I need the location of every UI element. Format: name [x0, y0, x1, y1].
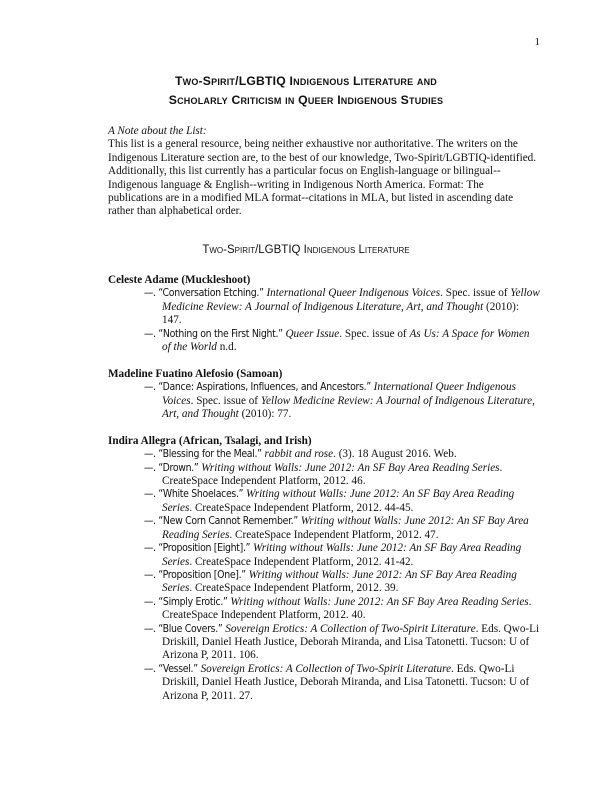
page-number: 1 [534, 36, 540, 48]
entry-source: International Queer Indigenous Voices [162, 381, 516, 407]
entry-source: rabbit and rose [264, 448, 334, 461]
entry-source: Queer Issue [285, 327, 340, 340]
entry-work-title: —. “Nothing on the First Night.” [144, 327, 283, 340]
bibliography-entry [108, 515, 540, 542]
entry-details: . CreateSpace Independent Platform, 2012. 41-42. [189, 555, 414, 568]
entry-work-title: —. “New Corn Cannot Remember.” [144, 515, 298, 528]
bibliography-entry [108, 287, 540, 327]
note-text: This list is a general resource, being neither exhaustive nor authoritative. The writers on the Indigenous Literature section are, to the best of our knowledge, Two-Spirit/LGBTIQ-identified. Additionally, this list currently has a particular focus on English-language or bilingual--Indigenous language & English--writing in Indigenous North America. Format: The publications are in a modified MLA format--citations in MLA, but listed in ascending date rather than alphabetical order. [108, 138, 537, 218]
author-name: Indira Allegra (African, Tsalagi, and Irish) [108, 434, 312, 447]
author-name: Madeline Fuatino Alefosio (Samoan) [108, 367, 283, 380]
entry-source-secondary: Yellow Medicine Review: A Journal of Indigenous Literature, Art, and Thought [162, 287, 540, 313]
bibliography-entry [108, 448, 540, 461]
bibliography-entry [108, 381, 540, 421]
entry-source: Writing without Walls: June 2012: An SF Bay Area Reading Series [201, 461, 500, 474]
entry-details-secondary: (2010): 147. [162, 300, 519, 327]
entry-source-secondary: As Us: A Space for Women of the World [162, 327, 530, 354]
entry-details: . Spec. issue of [440, 287, 511, 300]
author-block [108, 368, 540, 422]
title-line-1: Two-Spirit/LGBTIQ Indigenous Literature and [175, 74, 437, 88]
entry-work-title: —. “Simply Erotic.” [144, 595, 228, 608]
entry-source: Sovereign Erotics: A Collection of Two-Spirit Literature [225, 622, 476, 635]
entry-work-title: —. “Proposition [One].” [144, 568, 246, 581]
bibliography-entry [108, 596, 540, 623]
entry-source: Writing without Walls: June 2012: An SF Bay Area Reading Series [162, 542, 522, 568]
entry-source: International Queer Indigenous Voices [266, 287, 441, 300]
entry-work-title: —. “Proposition [Eight].” [144, 542, 251, 555]
entry-work-title: —. “Drown.” [144, 461, 199, 474]
entry-details: . (3). 18 August 2016. Web. [333, 448, 457, 461]
title-line-2: Scholarly Criticism in Queer Indigenous Studies [168, 93, 444, 107]
entry-source: Writing without Walls: June 2012: An SF Bay Area Reading Series [230, 595, 529, 608]
entry-source: Writing without Walls: June 2012: An SF Bay Area Reading Series [162, 488, 515, 514]
entry-details: . CreateSpace Independent Platform, 2012. 39. [189, 582, 399, 595]
bibliography-entry [108, 623, 540, 663]
document-title [0, 72, 612, 110]
entry-source-secondary: Yellow Medicine Review: A Journal of Indigenous Literature, Art, and Thought [162, 394, 535, 421]
bibliography-entry [108, 542, 540, 569]
note-label: A Note about the List: [108, 125, 207, 137]
entry-details-secondary: n.d. [216, 341, 237, 354]
entry-details-secondary: (2010): 77. [238, 408, 292, 421]
entry-details: . CreateSpace Independent Platform, 2012. 44-45. [189, 501, 414, 514]
bibliography-entry [108, 328, 540, 355]
entry-work-title: —. “Blue Covers.” [144, 622, 223, 635]
author-block [108, 274, 540, 354]
bibliography-entry [108, 488, 540, 515]
bibliography-entry [108, 569, 540, 596]
entry-details: . Eds. Qwo-Li Driskill, Daniel Heath Justice, Deborah Miranda, and Lisa Tatonetti. Tucson: U of Arizona P, 2011. 106. [162, 622, 540, 662]
author-list [108, 274, 540, 716]
entry-source: Writing without Walls: June 2012: An SF Bay Area Reading Series [162, 515, 529, 541]
entry-details: . Eds. Qwo-Li Driskill, Daniel Heath Justice, Deborah Miranda, and Lisa Tatonetti. Tucson: U of Arizona P, 2011. 27. [162, 662, 530, 702]
entry-details: . CreateSpace Independent Platform, 2012. 47. [229, 528, 439, 541]
entry-details: . Spec. issue of [339, 327, 410, 340]
entry-work-title: —. “Dance: Aspirations, Influences, and Ancestors.” [144, 381, 371, 394]
entry-details: . Spec. issue of [190, 394, 261, 407]
entry-work-title: —. “White Shoelaces.” [144, 488, 244, 501]
entry-details: . CreateSpace Independent Platform, 2012. 40. [162, 595, 532, 622]
entry-source: Sovereign Erotics: A Collection of Two-Spirit Literature [200, 662, 452, 675]
bibliography-entry [108, 663, 540, 703]
section-heading: Two-Spirit/LGBTIQ Indigenous Literature [202, 244, 410, 256]
entry-work-title: —. “Vessel.” [144, 662, 198, 675]
author-block [108, 435, 540, 703]
author-name: Celeste Adame (Muckleshoot) [108, 274, 251, 286]
entry-work-title: —. “Conversation Etching.” [144, 287, 264, 300]
note-section [108, 125, 540, 219]
entry-work-title: —. “Blessing for the Meal.” [144, 448, 262, 461]
entry-details: . CreateSpace Independent Platform, 2012. 46. [162, 461, 503, 488]
bibliography-entry [108, 462, 540, 489]
entry-source: Writing without Walls: June 2012: An SF Bay Area Reading Series [162, 568, 517, 595]
